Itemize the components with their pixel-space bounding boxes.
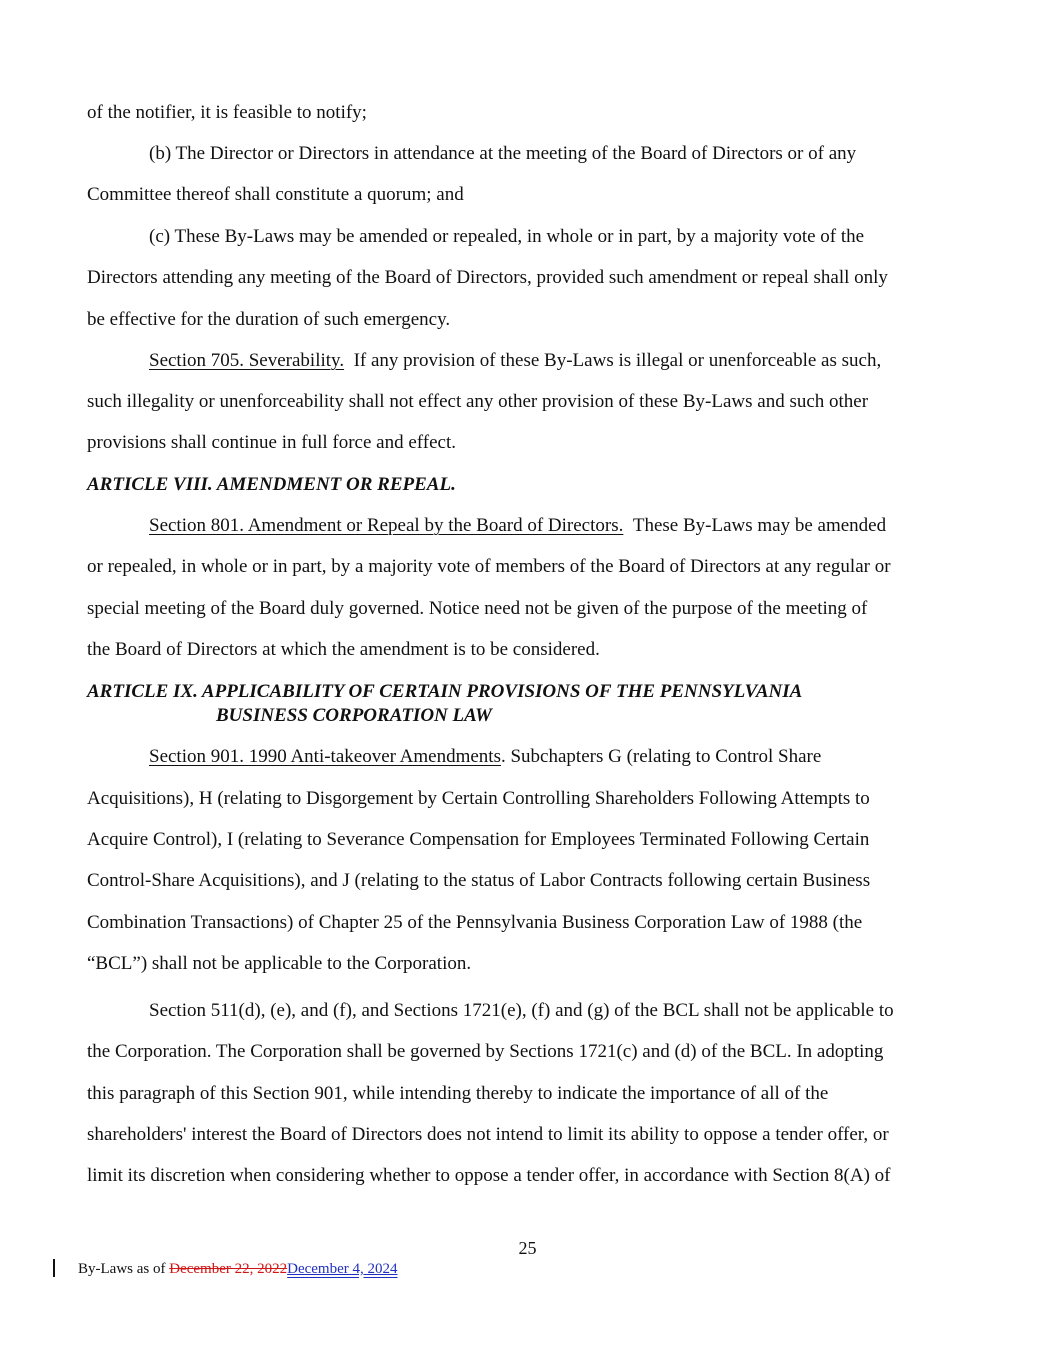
inserted-date: December 4, 2024 bbox=[287, 1261, 398, 1277]
text-line: If any provision of these By-Laws is illegal or unenforceable as such, bbox=[353, 350, 882, 371]
text-line: the Corporation. The Corporation shall be governed by Sections 1721(c) and (d) of the BCL. In adopting bbox=[87, 1041, 884, 1062]
text-line: Committee thereof shall constitute a quorum; and bbox=[87, 184, 464, 205]
text-line: Section 511(d), (e), and (f), and Sections 1721(e), (f) and (g) of the BCL shall not be applicable to bbox=[149, 1000, 894, 1021]
text-line: limit its discretion when considering whether to oppose a tender offer, in accordance with Section 8(A) of bbox=[87, 1165, 891, 1186]
text-line: “BCL”) shall not be applicable to the Corporation. bbox=[87, 953, 472, 974]
change-bar bbox=[53, 1259, 55, 1277]
text-line: These By-Laws may be amended bbox=[632, 515, 887, 536]
text-line: of the notifier, it is feasible to notify; bbox=[87, 102, 367, 123]
text-line: Control-Share Acquisitions), and J (relating to the status of Labor Contracts following certain Business bbox=[87, 870, 871, 891]
text-line: Directors attending any meeting of the Board of Directors, provided such amendment or repeal shall only bbox=[87, 267, 888, 288]
text-line: (b) The Director or Directors in attendance at the meeting of the Board of Directors or of any bbox=[149, 143, 857, 164]
text-line: be effective for the duration of such emergency. bbox=[87, 309, 451, 330]
text-line: Combination Transactions) of Chapter 25 of the Pennsylvania Business Corporation Law of 1988 (the bbox=[87, 912, 863, 933]
article-viii-heading: ARTICLE VIII. AMENDMENT OR REPEAL. bbox=[87, 474, 456, 495]
section-705-heading: Section 705. Severability. bbox=[149, 350, 345, 371]
text-line: or repealed, in whole or in part, by a majority vote of members of the Board of Directors at any regular or bbox=[87, 556, 891, 577]
text-line: special meeting of the Board duly governed. Notice need not be given of the purpose of the meeting of bbox=[87, 598, 868, 619]
page-number: 25 bbox=[518, 1238, 537, 1258]
text-line: this paragraph of this Section 901, while intending thereby to indicate the importance of all of the bbox=[87, 1083, 829, 1104]
footer bbox=[78, 1260, 398, 1278]
text-line: Acquire Control), I (relating to Severance Compensation for Employees Terminated Following Certain bbox=[87, 829, 870, 850]
deleted-date: December 22, 2022 bbox=[169, 1261, 288, 1277]
text-line: the Board of Directors at which the amendment is to be considered. bbox=[87, 639, 600, 660]
article-ix-heading-continued: BUSINESS CORPORATION LAW bbox=[216, 705, 492, 726]
section-801-heading: Section 801. Amendment or Repeal by the Board of Directors. bbox=[149, 515, 624, 536]
text-line: Acquisitions), H (relating to Disgorgement by Certain Controlling Shareholders Following Attempts to bbox=[87, 788, 870, 809]
text-line: . Subchapters G (relating to Control Share bbox=[500, 746, 822, 767]
paragraph-section-801 bbox=[149, 514, 886, 538]
footer-prefix: By-Laws as of bbox=[78, 1261, 170, 1277]
text-line: (c) These By-Laws may be amended or repealed, in whole or in part, by a majority vote of the bbox=[149, 226, 865, 247]
paragraph-section-901 bbox=[149, 745, 821, 769]
text-line: provisions shall continue in full force and effect. bbox=[87, 432, 456, 453]
text-line: shareholders' interest the Board of Directors does not intend to limit its ability to oppose a tender offer, or bbox=[87, 1124, 889, 1145]
article-ix-heading: ARTICLE IX. APPLICABILITY OF CERTAIN PROVISIONS OF THE PENNSYLVANIA bbox=[87, 681, 803, 702]
text-line: such illegality or unenforceability shall not effect any other provision of these By-Laws and such other bbox=[87, 391, 869, 412]
paragraph-section-705 bbox=[149, 349, 881, 373]
section-901-heading: Section 901. 1990 Anti-takeover Amendments bbox=[149, 746, 501, 767]
